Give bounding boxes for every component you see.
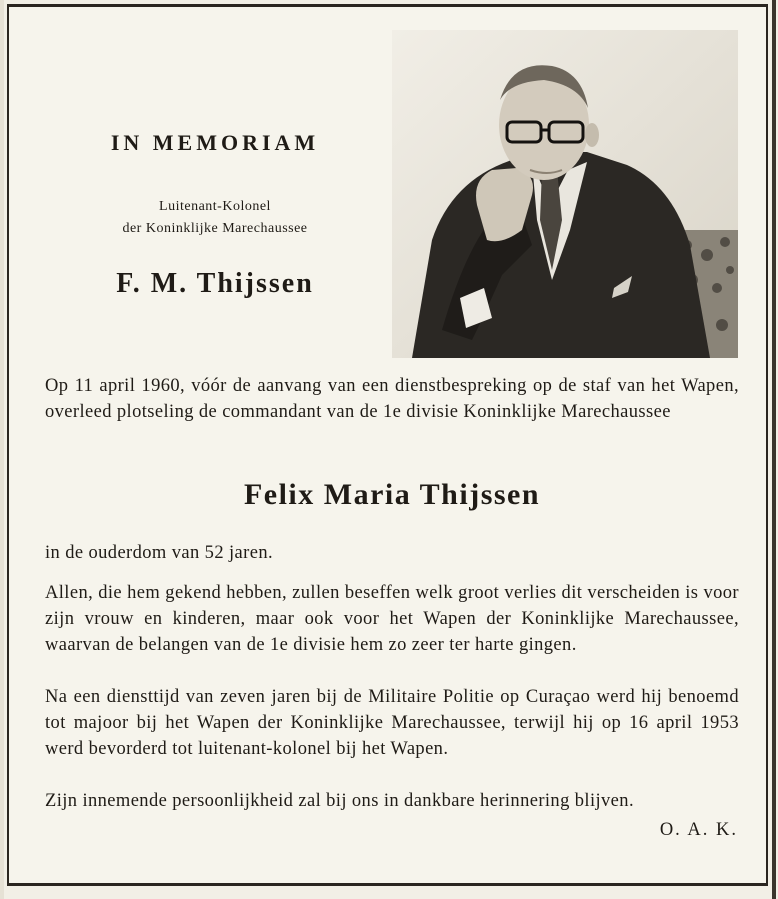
page-title: IN MEMORIAM: [110, 130, 320, 155]
paragraph-death-notice: Op 11 april 1960, vóór de aanvang van een dienstbespreking op de staf van het Wapen, overleed plotseling de commandant van de 1e divisie Koninklijke Marechaussee: [45, 376, 739, 422]
scan-edge-right: [772, 0, 776, 899]
signature: O. A. K.: [659, 820, 738, 840]
portrait-illustration: [392, 30, 738, 358]
short-name: F. M. Thijssen: [116, 268, 314, 299]
rank-line-2: der Koninklijke Marechaussee: [122, 221, 308, 236]
header-block: [60, 130, 370, 300]
paragraph-age: in de ouderdom van 52 jaren.: [45, 543, 273, 563]
full-name: Felix Maria Thijssen: [243, 478, 541, 511]
paragraph-career: Na een diensttijd van zeven jaren bij de Militaire Politie op Curaçao werd hij benoemd tot majoor bij het Wapen der Koninklijke Marechaussee, terwijl hij op 16 april 1953 werd bevorderd tot luitenant-kolonel bij het Wapen.: [45, 687, 739, 759]
portrait-photo-icon: [392, 30, 738, 358]
rank-block: [60, 196, 370, 240]
rank-line-1: Luitenant-Kolonel: [159, 199, 271, 214]
scan-edge-left: [0, 0, 4, 899]
paragraph-loss: Allen, die hem gekend hebben, zullen beseffen welk groot verlies dit verscheiden is voor zijn vrouw en kinderen, maar ook voor het Wapen der Koninklijke Marechaussee, waarvan de belangen van de 1e divisie hem zo zeer ter harte gingen.: [45, 583, 739, 655]
paragraph-remembrance: Zijn innemende persoonlijkheid zal bij ons in dankbare herinnering blijven.: [45, 791, 634, 811]
